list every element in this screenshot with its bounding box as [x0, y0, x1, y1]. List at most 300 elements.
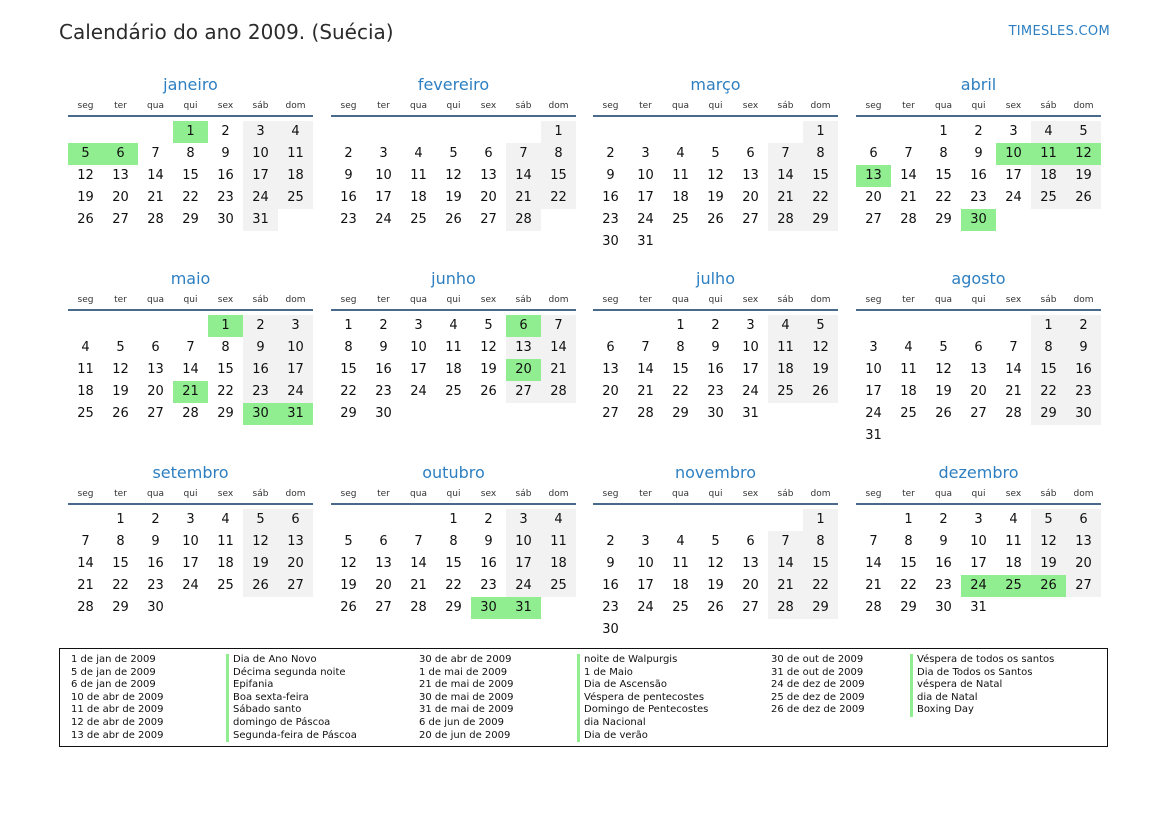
- day-empty: [663, 509, 698, 531]
- day-empty: [628, 121, 663, 143]
- day-cell: 1: [1031, 315, 1066, 337]
- day-cell: 25: [445, 384, 462, 399]
- day-cell: 23: [970, 190, 987, 205]
- day-cell: 10: [506, 531, 541, 553]
- day-cell: 22: [541, 187, 576, 209]
- day-cell: 13: [970, 362, 987, 377]
- month-name: novembro: [675, 463, 756, 482]
- weekday-label: sex: [742, 101, 759, 111]
- weekday-label: sáb: [515, 295, 532, 305]
- day-cell: 13: [506, 337, 541, 359]
- weekday-header: [593, 291, 838, 311]
- day-cell-holiday: 20: [506, 359, 541, 381]
- legend-entry: Boxing Day: [917, 704, 974, 716]
- day-cell: 4: [768, 315, 803, 337]
- legend-names-1: [226, 654, 357, 742]
- day-cell: 29: [217, 406, 234, 421]
- day-grid: [68, 315, 313, 425]
- day-cell: 15: [935, 168, 952, 183]
- day-cell: 22: [900, 578, 917, 593]
- page-title: Calendário do ano 2009. (Suécia): [59, 20, 394, 44]
- day-cell: 13: [147, 362, 164, 377]
- weekday-label: sex: [1005, 489, 1022, 499]
- day-cell: 9: [939, 534, 948, 549]
- day-cell: 20: [1066, 553, 1101, 575]
- weekday-label: qua: [935, 295, 952, 305]
- day-empty: [733, 121, 768, 143]
- day-cell: 21: [541, 359, 576, 381]
- weekday-label: sex: [217, 489, 234, 499]
- day-cell: 10: [970, 534, 987, 549]
- day-cell: 14: [147, 168, 164, 183]
- site-link[interactable]: TIMESLES.COM: [1008, 24, 1110, 39]
- day-grid: [331, 121, 576, 231]
- weekday-label: qua: [935, 489, 952, 499]
- day-empty: [856, 315, 891, 337]
- day-cell: 11: [445, 340, 462, 355]
- day-cell: 17: [410, 362, 427, 377]
- day-cell: 18: [445, 362, 462, 377]
- day-cell: 15: [445, 556, 462, 571]
- day-cell: 13: [375, 556, 392, 571]
- legend-entry: 21 de mai de 2009: [419, 679, 514, 691]
- legend-entry: 30 de abr de 2009: [419, 654, 512, 665]
- day-cell: 4: [81, 340, 90, 355]
- weekday-label: ter: [902, 101, 915, 111]
- legend-entry: Dia de Ano Novo: [233, 654, 317, 665]
- day-cell: 31: [637, 234, 654, 249]
- day-cell: 11: [768, 337, 803, 359]
- weekday-label: qui: [971, 489, 986, 499]
- weekday-label: qua: [147, 101, 164, 111]
- day-cell: 23: [340, 212, 357, 227]
- day-cell: 17: [970, 556, 987, 571]
- day-grid: [331, 315, 576, 425]
- day-cell: 25: [410, 212, 427, 227]
- weekday-header: [856, 485, 1101, 505]
- day-cell: 24: [410, 384, 427, 399]
- month-april: [856, 73, 1101, 231]
- day-cell: 1: [904, 512, 913, 527]
- day-cell: 7: [186, 340, 195, 355]
- day-cell: 9: [974, 146, 983, 161]
- day-cell: 21: [900, 190, 917, 205]
- month-name: fevereiro: [417, 75, 490, 94]
- legend-entry: 1 de Maio: [584, 666, 633, 678]
- day-cell: 20: [602, 384, 619, 399]
- day-cell: 4: [1009, 512, 1018, 527]
- legend-entry: 6 de jan de 2009: [71, 679, 156, 691]
- day-cell: 30: [707, 406, 724, 421]
- legend-entry: 13 de abr de 2009: [71, 729, 164, 741]
- weekday-label: sex: [742, 489, 759, 499]
- day-cell: 26: [803, 381, 838, 403]
- day-cell-holiday: 31: [278, 403, 313, 425]
- day-cell: 8: [803, 143, 838, 165]
- day-cell: 9: [243, 337, 278, 359]
- day-cell-holiday: 6: [103, 143, 138, 165]
- legend-entry: 30 de out de 2009: [771, 654, 864, 665]
- day-cell: 14: [768, 553, 803, 575]
- legend-entry: 1 de mai de 2009: [419, 666, 508, 678]
- day-cell: 3: [869, 340, 878, 355]
- day-cell-holiday: 13: [856, 165, 891, 187]
- weekday-label: ter: [114, 101, 127, 111]
- day-cell: 19: [1066, 165, 1101, 187]
- day-cell: 5: [449, 146, 458, 161]
- day-cell: 3: [641, 534, 650, 549]
- day-cell: 7: [414, 534, 423, 549]
- weekday-label: qui: [971, 101, 986, 111]
- day-cell: 22: [672, 384, 689, 399]
- day-cell: 16: [1066, 359, 1101, 381]
- day-cell: 18: [77, 384, 94, 399]
- day-cell: 24: [243, 187, 278, 209]
- weekday-label: sáb: [252, 489, 269, 499]
- day-cell: 5: [243, 509, 278, 531]
- day-cell: 26: [243, 575, 278, 597]
- day-cell: 14: [900, 168, 917, 183]
- day-cell: 10: [637, 168, 654, 183]
- day-cell: 10: [742, 340, 759, 355]
- day-cell: 2: [379, 318, 388, 333]
- day-cell: 2: [1066, 315, 1101, 337]
- day-cell: 22: [340, 384, 357, 399]
- day-cell: 29: [672, 406, 689, 421]
- day-cell: 16: [243, 359, 278, 381]
- day-cell: 4: [221, 512, 230, 527]
- day-cell: 5: [939, 340, 948, 355]
- day-cell: 1: [803, 121, 838, 143]
- weekday-label: dom: [548, 101, 569, 111]
- day-cell: 3: [1009, 124, 1018, 139]
- day-cell: 4: [414, 146, 423, 161]
- weekday-label: sáb: [1040, 295, 1057, 305]
- day-cell: 26: [340, 600, 357, 615]
- weekday-label: qui: [446, 489, 461, 499]
- weekday-header: [68, 291, 313, 311]
- weekday-label: sex: [480, 489, 497, 499]
- day-cell: 13: [112, 168, 129, 183]
- day-empty: [891, 315, 926, 337]
- day-cell: 27: [1066, 575, 1101, 597]
- day-cell: 13: [742, 556, 759, 571]
- day-cell: 14: [865, 556, 882, 571]
- day-empty: [68, 315, 103, 337]
- day-cell: 19: [707, 190, 724, 205]
- day-cell: 18: [672, 190, 689, 205]
- legend-dates-2: [419, 654, 514, 742]
- day-cell-holiday: 30: [243, 403, 278, 425]
- day-cell: 7: [541, 315, 576, 337]
- day-cell: 16: [602, 578, 619, 593]
- weekday-label: seg: [865, 101, 882, 111]
- day-cell: 8: [221, 340, 230, 355]
- day-cell: 27: [112, 212, 129, 227]
- day-cell: 25: [900, 406, 917, 421]
- day-cell: 25: [541, 575, 576, 597]
- day-cell: 18: [541, 553, 576, 575]
- day-cell: 21: [506, 187, 541, 209]
- weekday-label: sex: [1005, 101, 1022, 111]
- day-empty: [698, 121, 733, 143]
- day-empty: [103, 121, 138, 143]
- weekday-header: [856, 97, 1101, 117]
- day-cell-holiday: 1: [173, 121, 208, 143]
- legend-entry: véspera de Natal: [917, 679, 1003, 691]
- month-december: [856, 461, 1101, 619]
- weekday-header: [593, 485, 838, 505]
- weekday-label: dom: [548, 489, 569, 499]
- day-grid: [856, 121, 1101, 231]
- day-cell: 11: [541, 531, 576, 553]
- month-name: janeiro: [163, 75, 218, 94]
- day-cell: 27: [375, 600, 392, 615]
- day-empty: [366, 121, 401, 143]
- day-cell: 26: [480, 384, 497, 399]
- day-cell: 20: [112, 190, 129, 205]
- legend-entry: Boa sexta-feira: [233, 691, 309, 703]
- day-empty: [173, 315, 208, 337]
- day-cell: 24: [182, 578, 199, 593]
- day-cell: 2: [243, 315, 278, 337]
- day-cell: 29: [182, 212, 199, 227]
- day-cell-holiday: 1: [208, 315, 243, 337]
- day-cell-holiday: 30: [961, 209, 996, 231]
- month-january: [68, 73, 313, 231]
- day-empty: [593, 315, 628, 337]
- month-name: junho: [431, 269, 476, 288]
- day-cell: 29: [112, 600, 129, 615]
- day-cell: 23: [480, 578, 497, 593]
- legend-entry: 24 de dez de 2009: [771, 679, 865, 691]
- day-empty: [768, 509, 803, 531]
- day-cell: 21: [77, 578, 94, 593]
- day-cell: 8: [344, 340, 353, 355]
- day-cell: 27: [480, 212, 497, 227]
- day-cell: 8: [541, 143, 576, 165]
- day-cell: 1: [449, 512, 458, 527]
- day-cell: 7: [641, 340, 650, 355]
- legend-entry: Segunda-feira de Páscoa: [233, 729, 357, 741]
- day-cell-holiday: 24: [961, 575, 996, 597]
- day-cell: 23: [602, 600, 619, 615]
- day-cell: 2: [221, 124, 230, 139]
- day-cell: 12: [112, 362, 129, 377]
- day-cell: 14: [1005, 362, 1022, 377]
- day-cell: 21: [768, 575, 803, 597]
- day-cell: 10: [375, 168, 392, 183]
- day-cell: 26: [445, 212, 462, 227]
- day-cell: 22: [182, 190, 199, 205]
- day-cell: 3: [974, 512, 983, 527]
- weekday-label: dom: [1073, 295, 1094, 305]
- weekday-label: qua: [672, 101, 689, 111]
- legend-entry: Epifania: [233, 679, 274, 691]
- day-empty: [331, 121, 366, 143]
- day-cell: 23: [243, 381, 278, 403]
- day-cell: 17: [637, 578, 654, 593]
- day-cell: 10: [637, 556, 654, 571]
- day-cell: 19: [112, 384, 129, 399]
- day-cell: 19: [243, 553, 278, 575]
- weekday-label: ter: [902, 489, 915, 499]
- day-cell: 7: [768, 531, 803, 553]
- day-empty: [856, 121, 891, 143]
- month-may: [68, 267, 313, 425]
- weekday-label: dom: [1073, 489, 1094, 499]
- day-cell: 26: [77, 212, 94, 227]
- weekday-label: ter: [377, 101, 390, 111]
- day-cell: 2: [939, 512, 948, 527]
- day-cell-holiday: 21: [173, 381, 208, 403]
- day-cell: 9: [606, 168, 615, 183]
- day-cell: 7: [1009, 340, 1018, 355]
- month-name: agosto: [951, 269, 1006, 288]
- legend-entry: 11 de abr de 2009: [71, 704, 164, 716]
- day-cell: 29: [935, 212, 952, 227]
- day-cell: 19: [480, 362, 497, 377]
- weekday-label: sex: [742, 295, 759, 305]
- day-cell: 15: [672, 362, 689, 377]
- weekday-label: seg: [340, 489, 357, 499]
- day-grid: [331, 509, 576, 619]
- day-cell: 8: [803, 531, 838, 553]
- day-cell: 30: [375, 406, 392, 421]
- day-cell: 26: [935, 406, 952, 421]
- day-cell: 2: [606, 534, 615, 549]
- day-cell: 11: [278, 143, 313, 165]
- day-cell: 24: [637, 212, 654, 227]
- weekday-label: sex: [480, 101, 497, 111]
- day-cell: 30: [1066, 403, 1101, 425]
- day-cell: 12: [480, 340, 497, 355]
- day-cell: 13: [278, 531, 313, 553]
- day-empty: [628, 509, 663, 531]
- day-cell: 10: [410, 340, 427, 355]
- month-august: [856, 267, 1101, 447]
- day-cell: 24: [865, 406, 882, 421]
- day-cell: 24: [375, 212, 392, 227]
- day-empty: [768, 121, 803, 143]
- day-cell: 29: [340, 406, 357, 421]
- day-cell: 18: [900, 384, 917, 399]
- day-cell-holiday: 10: [996, 143, 1031, 165]
- day-cell: 16: [707, 362, 724, 377]
- legend-names-2: [577, 654, 708, 742]
- weekday-label: dom: [285, 295, 306, 305]
- weekday-label: seg: [865, 489, 882, 499]
- day-cell: 7: [869, 534, 878, 549]
- day-cell: 17: [637, 190, 654, 205]
- day-cell: 15: [1031, 359, 1066, 381]
- day-grid: [593, 315, 838, 425]
- day-cell: 3: [379, 146, 388, 161]
- weekday-label: seg: [77, 101, 94, 111]
- day-empty: [401, 121, 436, 143]
- weekday-header: [331, 97, 576, 117]
- day-cell: 20: [147, 384, 164, 399]
- day-cell: 15: [803, 553, 838, 575]
- day-cell: 1: [803, 509, 838, 531]
- day-cell: 7: [768, 143, 803, 165]
- day-cell: 26: [1066, 187, 1101, 209]
- day-cell-holiday: 31: [506, 597, 541, 619]
- day-cell: 23: [147, 578, 164, 593]
- day-cell: 24: [1005, 190, 1022, 205]
- month-name: setembro: [152, 463, 229, 482]
- day-cell: 18: [1005, 556, 1022, 571]
- day-cell: 31: [865, 428, 882, 443]
- day-cell: 17: [1005, 168, 1022, 183]
- day-cell: 28: [147, 212, 164, 227]
- day-cell: 8: [116, 534, 125, 549]
- day-cell: 23: [375, 384, 392, 399]
- month-name: outubro: [422, 463, 485, 482]
- day-cell: 21: [410, 578, 427, 593]
- day-cell: 7: [151, 146, 160, 161]
- day-cell: 26: [112, 406, 129, 421]
- day-cell: 9: [344, 168, 353, 183]
- day-empty: [138, 121, 173, 143]
- weekday-label: qui: [971, 295, 986, 305]
- weekday-label: dom: [548, 295, 569, 305]
- day-cell: 18: [410, 190, 427, 205]
- day-cell: 16: [602, 190, 619, 205]
- day-cell: 4: [449, 318, 458, 333]
- day-empty: [401, 509, 436, 531]
- weekday-label: qui: [708, 101, 723, 111]
- day-cell: 14: [541, 337, 576, 359]
- day-cell: 14: [410, 556, 427, 571]
- weekday-label: sáb: [515, 101, 532, 111]
- day-cell: 31: [742, 406, 759, 421]
- day-cell: 21: [865, 578, 882, 593]
- day-cell: 28: [768, 597, 803, 619]
- weekday-header: [331, 485, 576, 505]
- legend-entry: Dia de Todos os Santos: [917, 666, 1033, 678]
- weekday-label: dom: [810, 489, 831, 499]
- day-empty: [138, 315, 173, 337]
- day-cell: 14: [182, 362, 199, 377]
- day-cell: 9: [484, 534, 493, 549]
- weekday-header: [331, 291, 576, 311]
- day-cell: 28: [182, 406, 199, 421]
- day-cell: 20: [375, 578, 392, 593]
- day-cell: 19: [340, 578, 357, 593]
- day-cell: 27: [742, 600, 759, 615]
- weekday-label: seg: [340, 101, 357, 111]
- day-cell: 28: [637, 406, 654, 421]
- day-cell: 8: [676, 340, 685, 355]
- day-cell: 5: [803, 315, 838, 337]
- day-cell: 19: [1031, 553, 1066, 575]
- weekday-label: dom: [285, 101, 306, 111]
- day-cell: 12: [77, 168, 94, 183]
- day-cell: 15: [803, 165, 838, 187]
- day-grid: [68, 509, 313, 619]
- legend-entry: Dia de Ascensão: [584, 679, 667, 691]
- day-cell: 20: [480, 190, 497, 205]
- day-cell: 9: [151, 534, 160, 549]
- day-cell: 17: [375, 190, 392, 205]
- day-cell: 17: [182, 556, 199, 571]
- day-cell-holiday: 30: [471, 597, 506, 619]
- day-cell: 24: [506, 575, 541, 597]
- day-cell: 7: [81, 534, 90, 549]
- day-cell: 7: [904, 146, 913, 161]
- day-cell: 4: [676, 534, 685, 549]
